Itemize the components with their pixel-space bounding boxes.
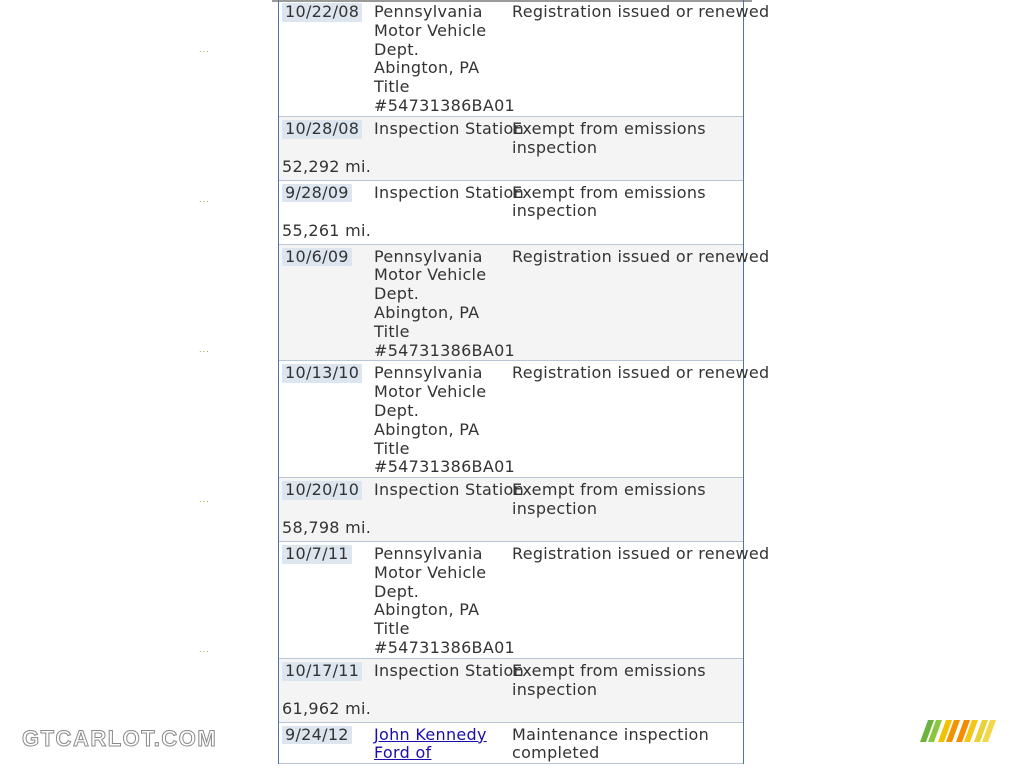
record-source <box>374 544 516 658</box>
record-date: 9/24/12 <box>282 726 352 745</box>
source-line: Pennsylvania <box>374 2 483 21</box>
record-source <box>374 660 525 681</box>
history-row <box>279 245 770 362</box>
side-marker: ... <box>199 45 210 54</box>
record-date: 10/20/10 <box>282 481 362 500</box>
record-source <box>374 118 525 139</box>
source-line: #54731386BA01 <box>374 95 516 115</box>
history-row <box>279 659 743 723</box>
comment-line: inspection <box>512 679 598 699</box>
comment-line: Maintenance inspection <box>512 724 710 744</box>
record-comments <box>512 726 743 764</box>
comment-line: Registration issued or renewed <box>512 363 770 383</box>
record-comments <box>512 248 774 267</box>
source-line: #54731386BA01 <box>374 340 516 360</box>
comment-line: Exempt from emissions <box>512 480 706 500</box>
source-line: Dept. <box>374 400 420 420</box>
record-date: 9/28/09 <box>282 184 352 203</box>
record-date: 10/28/08 <box>282 120 362 139</box>
record-source <box>374 246 516 361</box>
record-date: 10/7/11 <box>282 545 352 564</box>
source-link[interactable] <box>374 726 512 764</box>
history-row <box>279 0 770 117</box>
record-source <box>374 182 525 203</box>
record-source <box>374 363 516 477</box>
history-row <box>279 478 743 542</box>
record-comments <box>512 3 774 22</box>
source-line: Inspection Station <box>374 660 525 680</box>
record-comments <box>512 662 743 700</box>
comment-line: completed <box>512 743 600 763</box>
source-line: Dept. <box>374 581 420 601</box>
side-marker: ... <box>199 495 210 504</box>
comment-line: Registration issued or renewed <box>512 246 770 266</box>
history-row <box>279 542 770 659</box>
brand-stripes-logo <box>920 720 998 742</box>
source-line: #54731386BA01 <box>374 638 516 657</box>
record-date: 10/6/09 <box>282 248 352 267</box>
comment-line: inspection <box>512 137 598 157</box>
source-line: Motor Vehicle <box>374 562 487 582</box>
source-line: Inspection Station <box>374 182 525 202</box>
record-comments <box>512 545 774 564</box>
source-line: Title <box>374 77 410 97</box>
source-line: Pennsylvania <box>374 246 483 266</box>
odometer-reading: 61,962 mi. <box>282 698 372 718</box>
source-line: #54731386BA01 <box>374 457 516 477</box>
side-marker: ... <box>199 345 210 354</box>
comment-line: inspection <box>512 201 598 221</box>
source-line: Inspection Station <box>374 480 525 500</box>
side-marker: ... <box>199 195 210 204</box>
record-comments <box>512 481 743 519</box>
history-row <box>279 117 743 181</box>
comment-line: inspection <box>512 498 598 518</box>
history-row <box>279 723 743 765</box>
source-line: Title <box>374 619 410 639</box>
record-comments <box>512 120 743 158</box>
source-line: Pennsylvania <box>374 363 483 383</box>
record-source[interactable] <box>374 726 512 764</box>
source-line: Title <box>374 321 410 341</box>
source-line: Inspection Station <box>374 118 525 138</box>
odometer-reading: 58,798 mi. <box>282 518 372 538</box>
source-line[interactable]: John Kennedy <box>374 724 487 744</box>
record-source <box>374 2 516 116</box>
source-line: Motor Vehicle <box>374 382 487 402</box>
source-line: Abington, PA <box>374 419 480 439</box>
odometer-reading: 55,261 mi. <box>282 220 372 240</box>
source-line: Dept. <box>374 39 420 59</box>
odometer-reading: 52,292 mi. <box>282 156 372 176</box>
source-line: Motor Vehicle <box>374 20 487 40</box>
site-watermark: GTCARLOT.COM <box>22 726 218 751</box>
source-line: Title <box>374 438 410 458</box>
comment-line: Registration issued or renewed <box>512 544 770 564</box>
history-row <box>279 361 770 478</box>
record-date: 10/17/11 <box>282 662 362 681</box>
record-comments <box>512 364 774 383</box>
record-source <box>374 480 525 500</box>
comment-line: Exempt from emissions <box>512 660 706 680</box>
source-line: Pennsylvania <box>374 544 483 564</box>
comment-line: Exempt from emissions <box>512 118 706 138</box>
source-line: Abington, PA <box>374 600 480 620</box>
record-comments <box>512 184 743 222</box>
vehicle-history-table <box>278 0 770 764</box>
record-date: 10/13/10 <box>282 364 362 383</box>
source-line: Motor Vehicle <box>374 265 487 285</box>
source-line: Dept. <box>374 284 420 304</box>
comment-line: Exempt from emissions <box>512 182 706 202</box>
side-marker: ... <box>199 645 210 654</box>
source-line: Abington, PA <box>374 302 480 322</box>
record-date: 10/22/08 <box>282 3 362 22</box>
source-line: Abington, PA <box>374 58 480 78</box>
comment-line: Registration issued or renewed <box>512 2 770 21</box>
history-row <box>279 181 743 245</box>
source-line[interactable]: Ford of <box>374 743 432 763</box>
